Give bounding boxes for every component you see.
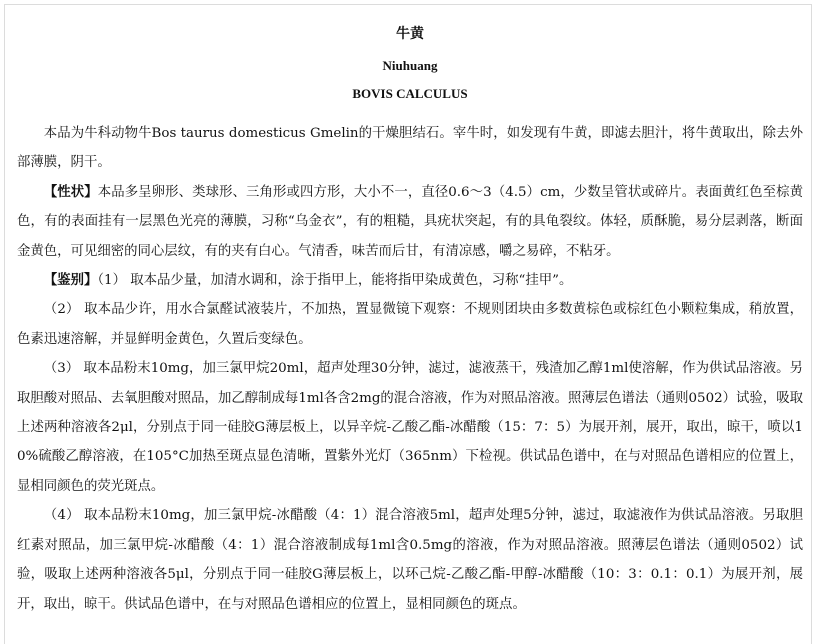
identification-paragraph-3: （3） 取本品粉末10mg，加三氯甲烷20ml，超声处理30分钟，滤过，滤液蒸干，残渣加乙醇1ml使溶解，作为供试品溶液。另取胆酸对照品、去氧胆酸对照品，加乙醇制成每1ml各含2mg的混合溶液，作为对照品溶液。照薄层色谱法（通则0502）试验，吸取上述两种溶液各2μl，分别点于同一硅胶G薄层板上，以异辛烷-乙酸乙酯-冰醋酸（15：7：5）为展开剂，展开，取出，晾干，喷以10%硫酸乙醇溶液，在105°C加热至斑点显色清晰，置紫外光灯（365nm）下检视。供试品色谱中，在与对照品色谱相应的位置上，显相同颜色的荧光斑点。 <box>17 361 803 494</box>
identification-paragraph-2: （2） 取本品少许，用水合氯醛试液装片，不加热，置显微镜下观察：不规则团块由多数黄棕色或棕红色小颗粒集成，稍放置，色素迅速溶解，并显鲜明金黄色，久置后变绿色。 <box>17 302 803 347</box>
description-paragraph <box>17 178 803 266</box>
identification-paragraph-4: （4） 取本品粉末10mg，加三氯甲烷-冰醋酸（4：1）混合溶液5ml，超声处理5分钟，滤过，取滤液作为供试品溶液。另取胆红素对照品，加三氯甲烷-冰醋酸（4：1）混合溶液制成每1ml含0.5mg的溶液，作为对照品溶液。照薄层色谱法（通则0502）试验，吸取上述两种溶液各5μl，分别点于同一硅胶G薄层板上，以环己烷-乙酸乙酯-甲醇-冰醋酸（10：3：0.1：0.1）为展开剂，展开，取出，晾干。供试品色谱中，在与对照品色谱相应的位置上，显相同颜色的斑点。 <box>17 508 803 612</box>
description-heading: 【性状】 <box>43 183 98 200</box>
identification-paragraph-1 <box>17 266 803 295</box>
monograph-body <box>17 119 803 619</box>
identification-heading: 【鉴别】 <box>43 272 98 289</box>
title-latin: BOVIS CALCULUS <box>352 86 468 101</box>
intro-paragraph: 本品为牛科动物牛Bos taurus domesticus Gmelin的干燥胆结石。宰牛时，如发现有牛黄，即滤去胆汁，将牛黄取出，除去外部薄膜，阴干。 <box>17 126 803 171</box>
document-page <box>4 4 812 644</box>
identification-item-1: （1） 取本品少量，加清水调和，涂于指甲上，能将指甲染成黄色，习称“挂甲”。 <box>97 273 573 289</box>
description-text: 本品多呈卵形、类球形、三角形或四方形，大小不一，直径0.6～3（4.5）cm，少数呈管状或碎片。表面黄红色至棕黄色，有的表面挂有一层黑色光亮的薄膜，习称“乌金衣”，有的粗糙，具疣状突起，有的具龟裂纹。体轻，质酥脆，易分层剥落，断面金黄色，可见细密的同心层纹，有的夹有白心。气清香，味苦而后甘，有清凉感，嚼之易碎，不粘牙。 <box>17 184 803 259</box>
title-chinese: 牛黄 <box>396 26 424 42</box>
title-pinyin: Niuhuang <box>382 58 438 73</box>
